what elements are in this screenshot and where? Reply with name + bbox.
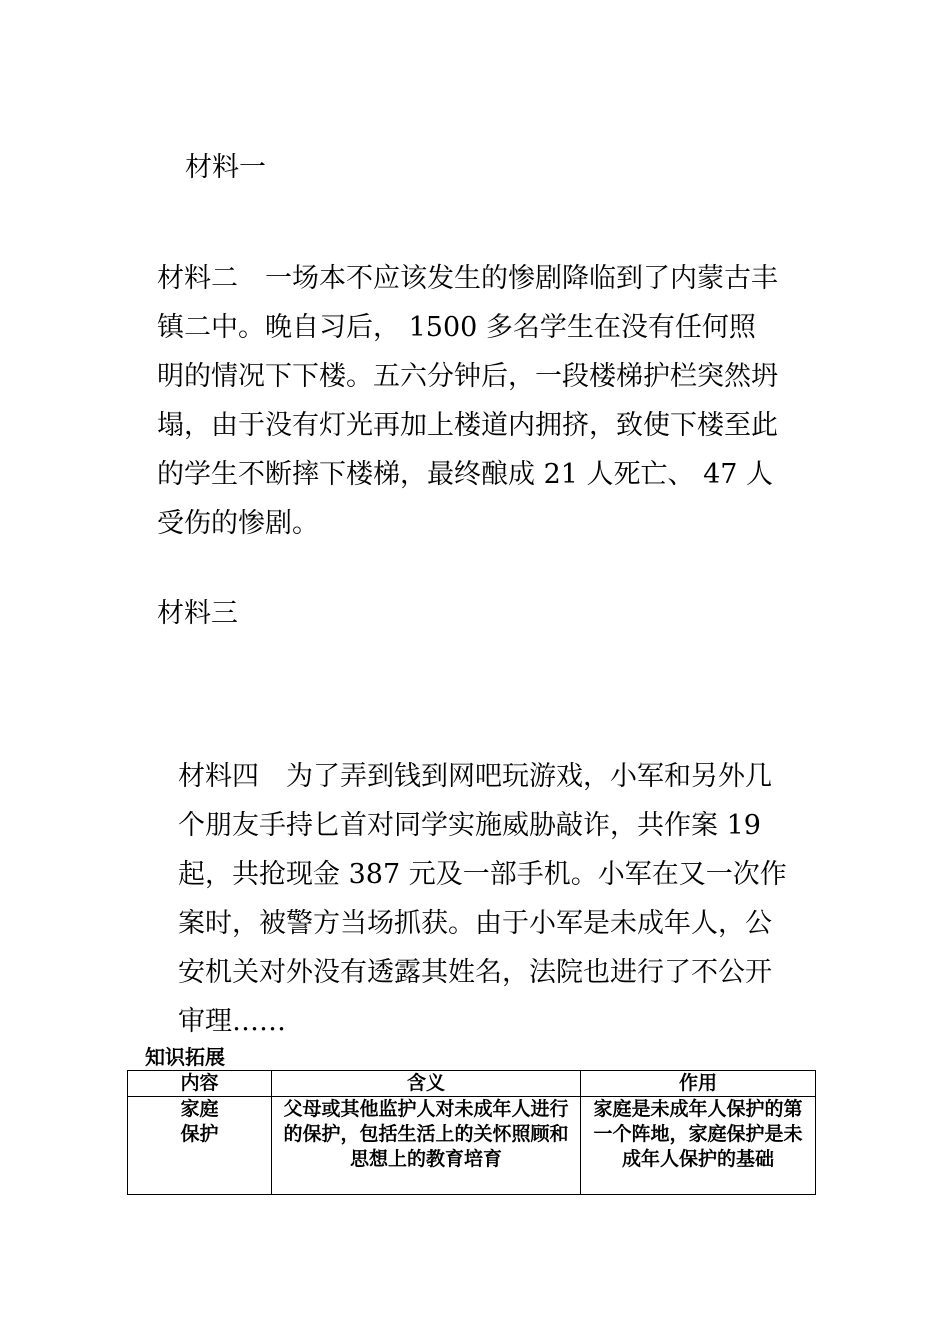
cell-content-text: 家庭保护	[180, 1098, 219, 1145]
material-2-text: 一场本不应该发生的惨剧降临到了内蒙古丰镇二中。晚自习后， 1500 多名学生在没有任何照明的情况下下楼。五六分钟后，一段楼梯护栏突然坍塌，由于没有灯光再加上楼道内拥挤，致使下楼至此的学生不断摔下楼梯，最终酿成 21 人死亡、 47 人受伤的惨剧。	[157, 263, 778, 539]
material-4-text: 为了弄到钱到网吧玩游戏，小军和另外几个朋友手持匕首对同学实施威胁敲诈，共作案 19 起，共抢现金 387 元及一部手机。小军在又一次作案时，被警方当场抓获。由于小军是未成年人，公安机关对外没有透露其姓名，法院也进行了不公开审理……	[178, 761, 787, 1037]
material-4-paragraph	[178, 752, 798, 1046]
material-2-label: 材料二	[157, 263, 238, 294]
table-header-row	[128, 1071, 816, 1097]
knowledge-extension-title: 知识拓展	[145, 1045, 225, 1069]
cell-role: 家庭是未成年人保护的第一个阵地，家庭保护是未成年人保护的基础	[581, 1097, 816, 1195]
header-meaning: 含义	[272, 1071, 581, 1097]
knowledge-table	[127, 1070, 816, 1195]
cell-meaning: 父母或其他监护人对未成年人进行的保护，包括生活上的关怀照顾和思想上的教育培育	[272, 1097, 581, 1195]
table-row	[128, 1097, 816, 1195]
cell-content	[128, 1097, 272, 1195]
material-1-title: 材料一	[185, 152, 266, 183]
header-role: 作用	[581, 1071, 816, 1097]
header-content: 内容	[128, 1071, 272, 1097]
material-2-paragraph	[157, 254, 782, 548]
material-3-title: 材料三	[157, 598, 238, 629]
material-4-label: 材料四	[178, 761, 259, 792]
